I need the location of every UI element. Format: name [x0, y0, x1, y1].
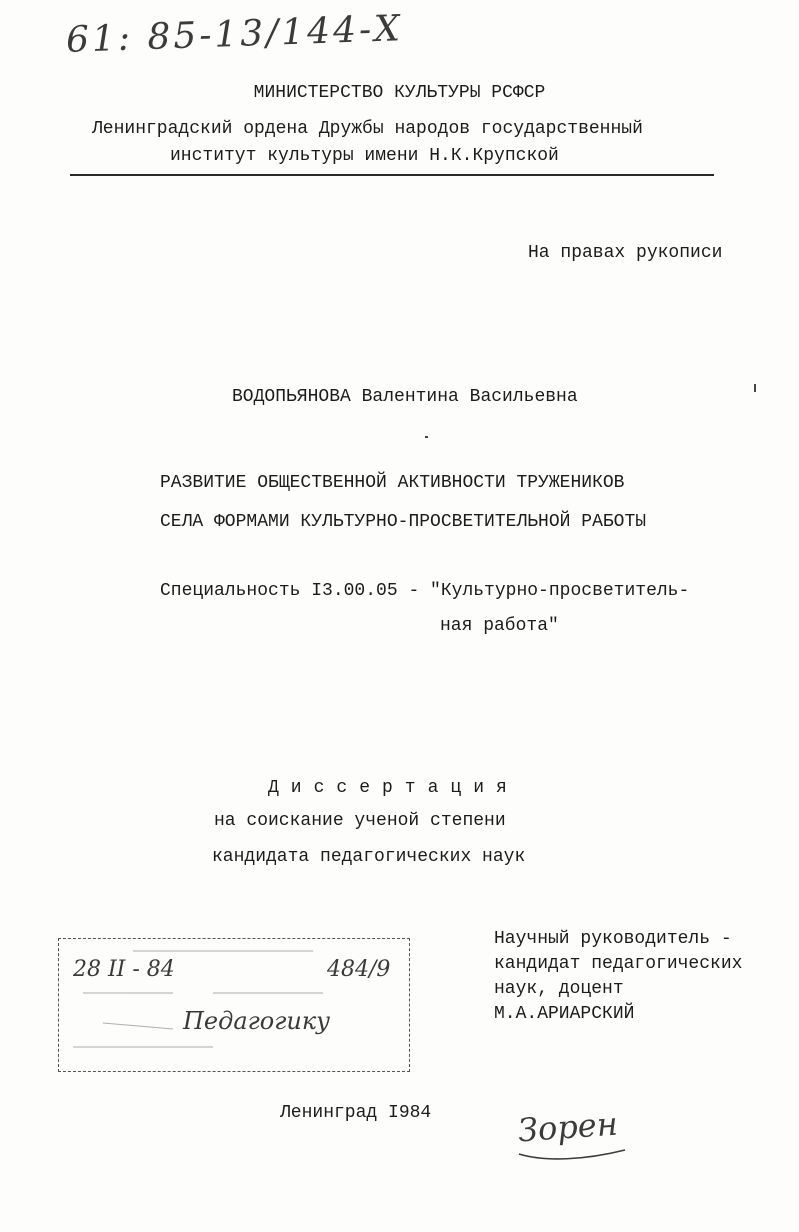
thesis-title-line-1: РАЗВИТИЕ ОБЩЕСТВЕННОЙ АКТИВНОСТИ ТРУЖЕНИКОВ: [160, 473, 625, 493]
archive-code: 61: 85-13/144-Х: [65, 8, 404, 61]
stamp-date: 28 II - 84: [73, 957, 175, 982]
specialty-line-1: Специальность I3.00.05 - "Культурно-просветитель-: [160, 581, 690, 601]
stray-mark: [425, 436, 428, 438]
signature: Зорен: [516, 1104, 619, 1150]
supervisor-line-3: наук, доцент: [494, 979, 624, 999]
header-divider: [70, 174, 714, 176]
supervisor-line-1: Научный руководитель -: [494, 929, 732, 949]
dissertation-line-1: на соискание ученой степени: [214, 811, 506, 831]
rights-note: На правах рукописи: [528, 243, 723, 263]
ministry-line: МИНИСТЕРСТВО КУЛЬТУРЫ РСФСР: [253, 83, 546, 103]
institute-line-1: Ленинградский ордена Дружбы народов государственный: [92, 119, 643, 139]
thesis-title-line-2: СЕЛА ФОРМАМИ КУЛЬТУРНО-ПРОСВЕТИТЕЛЬНОЙ РАБОТЫ: [160, 512, 647, 532]
institute-line-2: институт культуры имени Н.К.Крупской: [170, 146, 559, 166]
author-name: ВОДОПЬЯНОВА Валентина Васильевна: [232, 387, 578, 407]
supervisor-line-2: кандидат педагогических: [494, 954, 743, 974]
stamp-faded-marks: [63, 943, 403, 1063]
specialty-line-2: ная работа": [440, 616, 559, 636]
stamp-department: Педагогику: [183, 1007, 331, 1035]
place-year: Ленинград I984: [280, 1103, 432, 1123]
stamp-number: 484/9: [327, 957, 391, 982]
stray-mark: [754, 384, 756, 392]
library-stamp: [58, 938, 410, 1072]
supervisor-line-4: М.А.АРИАРСКИЙ: [494, 1004, 635, 1024]
dissertation-line-2: кандидата педагогических наук: [212, 847, 526, 867]
dissertation-heading: Диссертация: [268, 778, 519, 798]
signature-flourish: [515, 1140, 635, 1170]
